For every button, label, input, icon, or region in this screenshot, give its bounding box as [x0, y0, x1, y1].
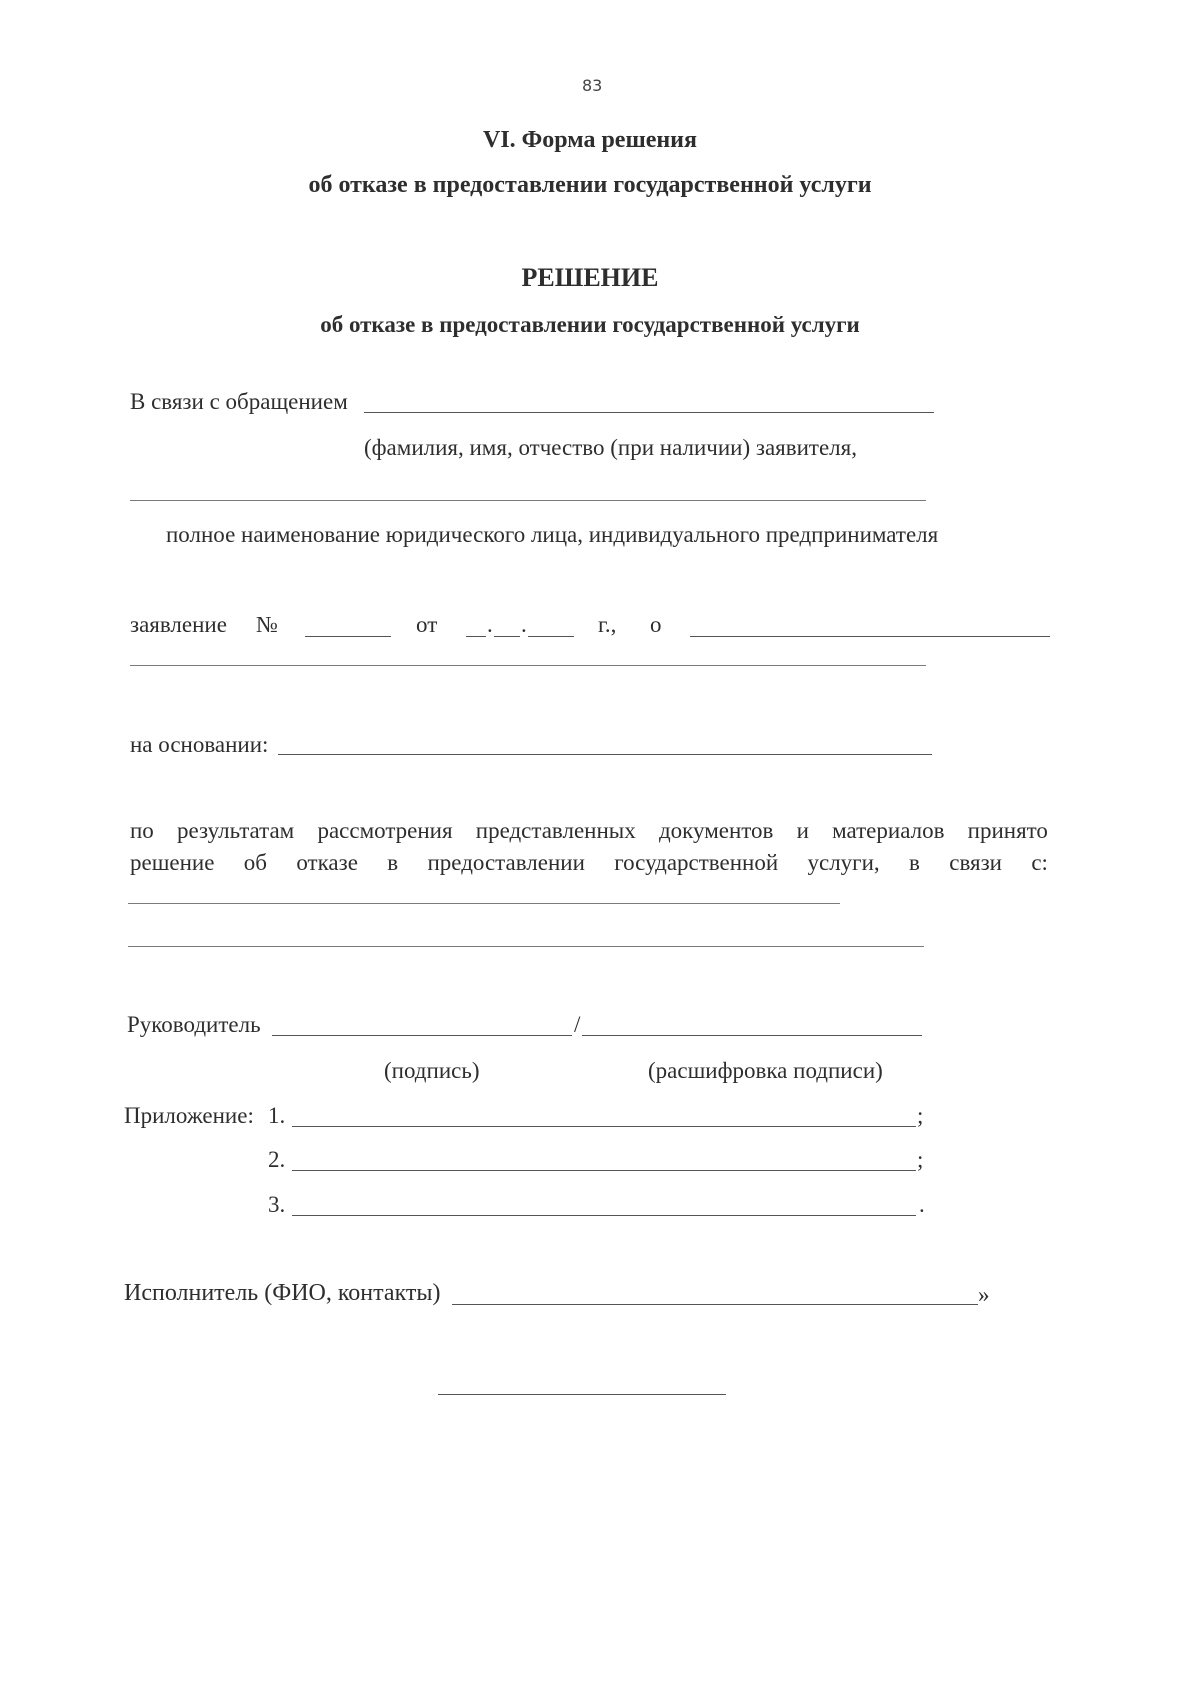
signature-hint: (подпись): [384, 1058, 480, 1083]
date-separator-1: .: [487, 612, 493, 637]
closing-quote: »: [978, 1282, 990, 1307]
application-label: заявление: [130, 612, 227, 637]
refusal-reason-field-2[interactable]: [128, 946, 924, 947]
results-word: рассмотрения: [317, 818, 453, 843]
attachment-number: 1.: [268, 1103, 286, 1128]
results-line-1: [130, 818, 1048, 844]
attachment-field-1[interactable]: [292, 1126, 916, 1127]
attachment-label: Приложение:: [124, 1103, 254, 1128]
attachment-end: ;: [917, 1103, 924, 1128]
results-word: в: [387, 850, 399, 875]
year-label: г.,: [598, 612, 617, 637]
basis-label: на основании:: [130, 732, 269, 757]
executor-label: Исполнитель (ФИО, контакты): [124, 1280, 441, 1306]
from-label: от: [416, 612, 438, 637]
signature-decoding-field[interactable]: [582, 1035, 922, 1036]
basis-field[interactable]: [278, 754, 932, 755]
date-month-field[interactable]: [494, 636, 520, 637]
application-number-field[interactable]: [305, 636, 391, 637]
results-word: отказе: [296, 850, 358, 875]
applicant-name-field[interactable]: [364, 412, 934, 413]
results-word: об: [243, 850, 267, 875]
results-word: связи: [949, 850, 1002, 875]
slash: /: [574, 1012, 581, 1037]
results-word: принято: [967, 818, 1048, 843]
results-word: и: [796, 818, 809, 843]
results-word: услуги,: [807, 850, 880, 875]
decision-subtitle: об отказе в предоставлении государственной услуги: [320, 312, 860, 337]
results-line-2: [130, 850, 1048, 876]
results-word: результатам: [177, 818, 295, 843]
decision-title: РЕШЕНИЕ: [521, 263, 659, 292]
date-separator-2: .: [521, 612, 527, 637]
attachment-field-3[interactable]: [292, 1215, 916, 1216]
attachment-field-2[interactable]: [292, 1170, 916, 1171]
results-word: представленных: [475, 818, 636, 843]
results-word: предоставлении: [427, 850, 585, 875]
entity-name-field[interactable]: [130, 500, 926, 501]
section-title: VI. Форма решения: [482, 127, 697, 153]
about-label: о: [650, 612, 662, 637]
application-subject-field[interactable]: [690, 636, 1050, 637]
head-label: Руководитель: [127, 1012, 261, 1037]
date-day-field[interactable]: [466, 636, 486, 637]
attachment-number: 3.: [268, 1192, 286, 1217]
results-word: решение: [130, 850, 215, 875]
executor-field[interactable]: [452, 1304, 978, 1305]
attachment-number: 2.: [268, 1147, 286, 1172]
results-word: материалов: [832, 818, 945, 843]
applicant-hint: (фамилия, имя, отчество (при наличии) заявителя,: [364, 435, 857, 460]
entity-hint: полное наименование юридического лица, индивидуального предпринимателя: [166, 522, 939, 547]
refusal-reason-field-1[interactable]: [128, 903, 840, 904]
attachment-end: ;: [917, 1147, 924, 1172]
results-word: государственной: [614, 850, 779, 875]
signature-field[interactable]: [272, 1035, 572, 1036]
results-word: документов: [658, 818, 774, 843]
number-sign: №: [256, 612, 278, 637]
page-number: 83: [582, 76, 603, 95]
results-word: по: [130, 818, 154, 843]
closing-rule: [438, 1394, 726, 1395]
appeal-label: В связи с обращением: [130, 389, 348, 414]
results-word: в: [909, 850, 920, 875]
date-year-field[interactable]: [528, 636, 574, 637]
application-subject-field-2[interactable]: [130, 665, 926, 666]
signature-decoding-hint: (расшифровка подписи): [648, 1058, 883, 1083]
section-subtitle: об отказе в предоставлении государственной услуги: [308, 172, 872, 198]
results-word: с:: [1031, 850, 1048, 875]
attachment-end: .: [919, 1192, 925, 1217]
